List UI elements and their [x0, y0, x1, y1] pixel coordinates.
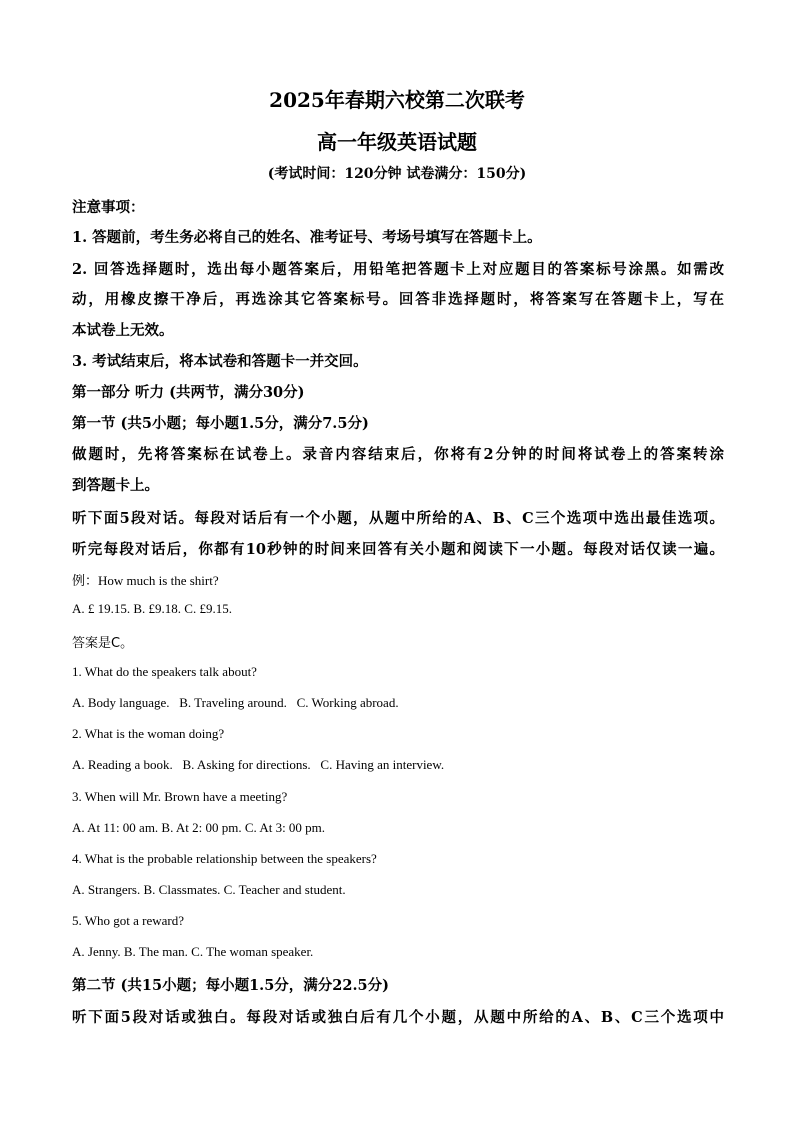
directions-line-2: 听完每段对话后，你都有10秒钟的时间来回答有关小题和阅读下一小题。每段对话仅读一遍。 — [72, 541, 724, 558]
question-2: 2. What is the woman doing? — [72, 726, 225, 741]
question-4-options: A. Strangers. B. Classmates. C. Teacher and student. — [72, 882, 346, 897]
question-4: 4. What is the probable relationship between the speakers? — [72, 851, 377, 866]
section2-directions-line-1: 听下面5段对话或独白。每段对话或独白后有几个小题，从题中所给的A、B、C三个选项中 — [72, 1009, 724, 1026]
note-item-2-line-2: 动，用橡皮擦干净后，再选涂其它答案标号。回答非选择题时，将答案写在答题卡上，写在 — [72, 291, 724, 308]
question-1-options: A. Body language. B. Traveling around. C. Working abroad. — [72, 695, 399, 710]
exam-title: 2025年春期六校第二次联考 — [269, 88, 525, 112]
question-3: 3. When will Mr. Brown have a meeting? — [72, 789, 288, 804]
question-3-options: A. At 11: 00 am. B. At 2: 00 pm. C. At 3: 00 pm. — [72, 820, 326, 835]
question-2-options: A. Reading a book. B. Asking for directions. C. Having an interview. — [72, 757, 445, 772]
example-question-line — [72, 570, 724, 589]
note-item-2-line-1: 2. 回答选择题时，选出每小题答案后，用铅笔把答题卡上对应题目的答案标号涂黑。如需改 — [72, 261, 724, 278]
section2-heading: 第二节 (共15小题；每小题1.5分，满分22.5分) — [72, 977, 389, 994]
example-prefix: 例： — [72, 574, 99, 589]
example-question: How much is the shirt? — [98, 573, 219, 588]
instruction-line-1: 做题时，先将答案标在试卷上。录音内容结束后，你将有2分钟的时间将试卷上的答案转涂 — [72, 446, 724, 463]
section1-heading: 第一节 (共5小题；每小题1.5分，满分7.5分) — [72, 415, 369, 432]
example-answer: 答案是C。 — [72, 636, 134, 651]
note-item-3: 3. 考试结束后，将本试卷和答题卡一并交回。 — [72, 353, 368, 370]
exam-info: (考试时间：120分钟 试卷满分：150分) — [267, 166, 527, 182]
example-options: A. £ 19.15. B. £9.18. C. £9.15. — [72, 601, 232, 616]
exam-subtitle: 高一年级英语试题 — [317, 130, 477, 154]
question-1: 1. What do the speakers talk about? — [72, 664, 257, 679]
question-5: 5. Who got a reward? — [72, 913, 185, 928]
instruction-line-2: 到答题卡上。 — [72, 477, 159, 494]
directions-line-1: 听下面5段对话。每段对话后有一个小题，从题中所给的A、B、C三个选项中选出最佳选项。 — [72, 510, 724, 527]
note-item-2-line-3: 本试卷上无效。 — [72, 322, 174, 339]
question-5-options: A. Jenny. B. The man. C. The woman speaker. — [72, 944, 314, 959]
notes-heading: 注意事项： — [72, 199, 145, 216]
note-item-1: 1. 答题前，考生务必将自己的姓名、准考证号、考场号填写在答题卡上。 — [72, 229, 542, 246]
part1-heading: 第一部分 听力 (共两节，满分30分) — [72, 384, 305, 401]
